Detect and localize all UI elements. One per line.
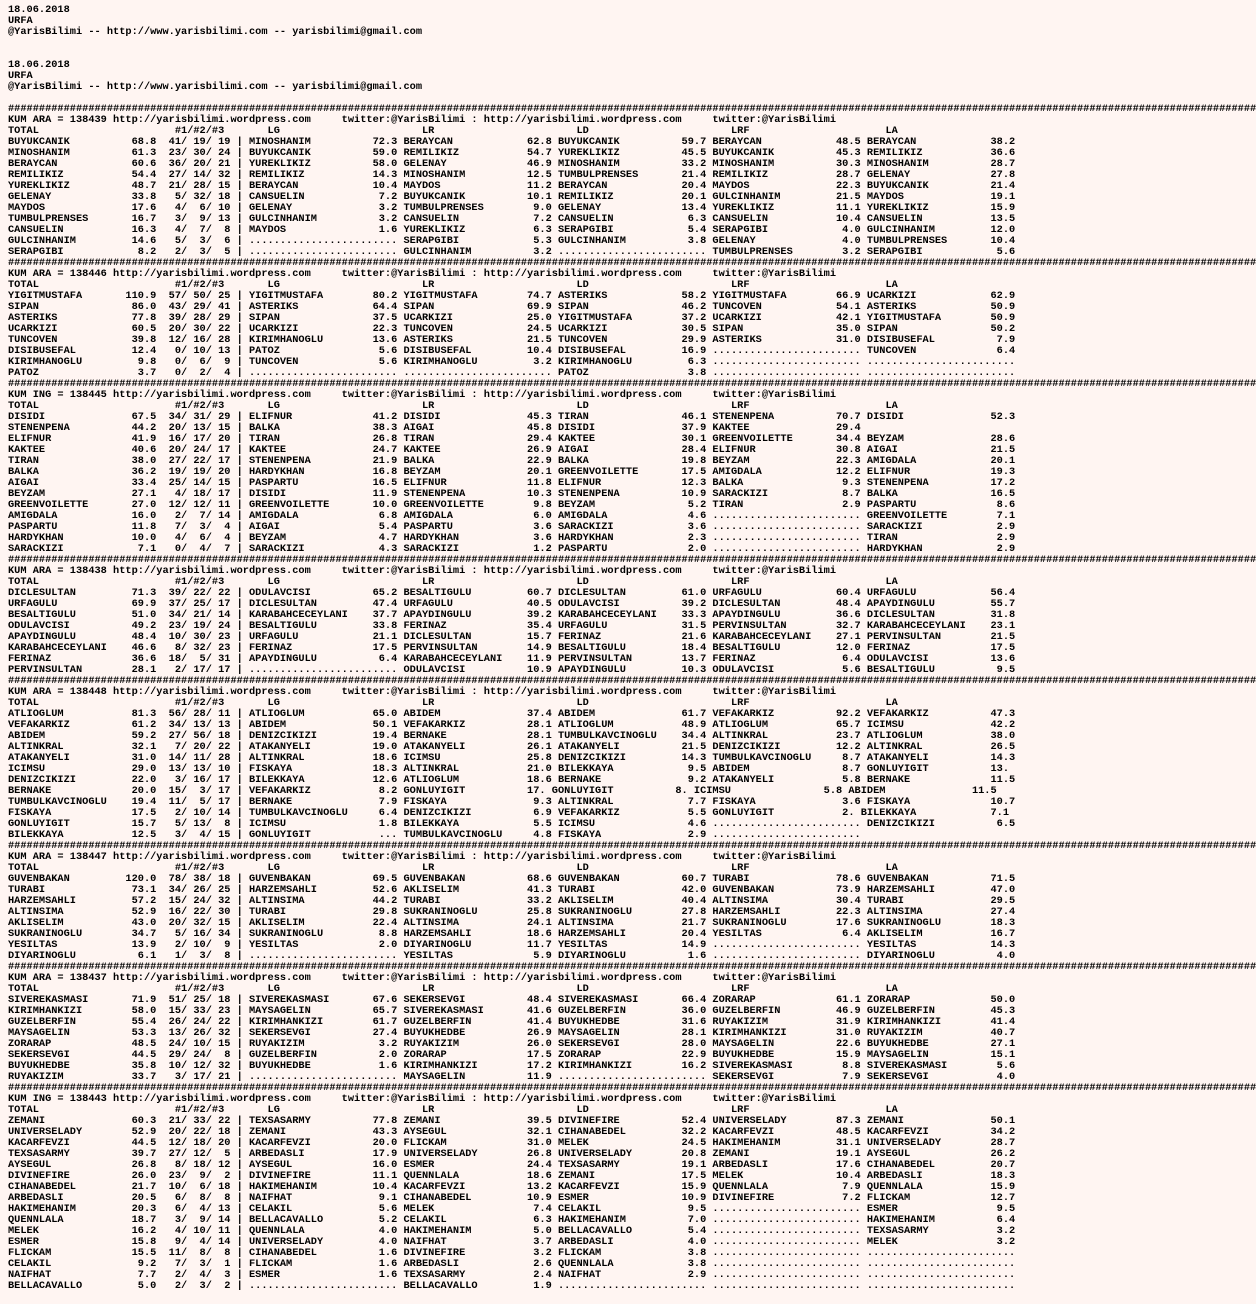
document-line: NAIFHAT 7.7 2/ 4/ 3 | ESMER 1.6 TEXSASARMY 2.4 NAIFHAT 2.9 ........................ ........................: [8, 1269, 1016, 1281]
document-line: PATOZ 3.7 0/ 2/ 4 | ........................ ........................ PATOZ 3.8 ........................ ........................: [8, 367, 1016, 379]
document-line: AKLISELIM 43.0 20/ 32/ 15 | AKLISELIM 22.4 ALTINSIMA 24.1 ALTINSIMA 21.7 SUKRANINOGLU 17.6 SUKRANINOGLU 18.3: [8, 917, 1016, 929]
document-line: QUENNLALA 18.7 3/ 9/ 14 | BELLACAVALLO 5.2 CELAKIL 6.3 HAKIMEHANIM 7.0 ........................ HAKIMEHANIM 6.4: [8, 1214, 1016, 1226]
document-line: KUM ING = 138445 http://yarisbilimi.wordpress.com twitter:@YarisBilimi : http://yarisbilimi.wordpress.com twitter:@YarisBilimi: [8, 389, 837, 401]
document-line: TIRAN 38.0 27/ 22/ 17 | STENENPENA 21.9 BALKA 22.9 BALKA 19.8 BEYZAM 22.3 AMIGDALA 20.1: [8, 455, 1016, 467]
document-line: KUM ING = 138443 http://yarisbilimi.wordpress.com twitter:@YarisBilimi : http://yarisbilimi.wordpress.com twitter:@YarisBilimi: [8, 1093, 837, 1105]
document-line: BELLACAVALLO 5.0 2/ 3/ 2 | ........................ BELLACAVALLO 1.9 ........................ ........................ ........................: [8, 1280, 1016, 1292]
document-line: ESMER 15.8 9/ 4/ 14 | UNIVERSELADY 4.0 NAIFHAT 3.7 ARBEDASLI 4.0 ........................ MELEK 3.2: [8, 1236, 1016, 1248]
document-line: DISIBUSEFAL 12.4 0/ 10/ 13 | PATOZ 5.6 DISIBUSEFAL 10.4 DISIBUSEFAL 16.9 ........................ TUNCOVEN 6.4: [8, 345, 1016, 357]
document-line: ODULAVCISI 49.2 23/ 19/ 24 | BESALTIGULU 33.8 FERINAZ 35.4 URFAGULU 31.5 PERVINSULTAN 32.7 KARABAHCECEYLANI 23.1: [8, 620, 1016, 632]
document-line: BERNAKE 20.0 15/ 3/ 17 | VEFAKARKIZ 8.2 GONLUYIGIT 17. GONLUYIGIT 8. ICIMSU 5.8 ABIDEM 11.5: [8, 785, 997, 797]
document-line: BILEKKAYA 12.5 3/ 4/ 15 | GONLUYIGIT ... TUMBULKAVCINOGLU 4.8 FISKAYA 2.9 ........................: [8, 829, 861, 841]
document-line: BUYUKCANIK 68.8 41/ 19/ 19 | MINOSHANIM 72.3 BERAYCAN 62.8 BUYUKCANIK 59.7 BERAYCAN 48.5 BERAYCAN 38.2: [8, 136, 1016, 148]
document-line: GUZELBERFIN 55.4 26/ 24/ 22 | KIRIMHANKIZI 61.7 GUZELBERFIN 41.4 BUYUKHEDBE 31.6 RUYAKIZIM 31.9 KIRIMHANKIZI 41.4: [8, 1016, 1016, 1028]
document-line: GREENVOILETTE 27.0 12/ 12/ 11 | GREENVOILETTE 10.0 GREENVOILETTE 9.8 BEYZAM 5.2 TIRAN 2.9 PASPARTU 8.6: [8, 499, 1016, 511]
document-line: SEKERSEVGI 44.5 29/ 24/ 8 | GUZELBERFIN 2.0 ZORARAP 17.5 ZORARAP 22.9 BUYUKHEDBE 15.9 MAYSAGELIN 15.1: [8, 1049, 1016, 1061]
document-line: KIRIMHANKIZI 58.0 15/ 33/ 23 | MAYSAGELIN 65.7 SIVEREKASMASI 41.6 GUZELBERFIN 36.0 GUZELBERFIN 46.9 GUZELBERFIN 45.3: [8, 1005, 1016, 1017]
document-line: 18.06.2018: [8, 4, 70, 16]
document-line: GONLUYIGIT 15.7 5/ 13/ 8 | ICIMSU 1.8 BILEKKAYA 5.5 ICIMSU 4.6 ........................ DENIZCIKIZI 6.5: [8, 818, 1016, 830]
document-line: UNIVERSELADY 52.9 20/ 22/ 18 | ZEMANI 43.3 AYSEGUL 32.1 CIHANABEDEL 32.2 KACARFEVZI 48.5 KACARFEVZI 34.2: [8, 1126, 1016, 1138]
document-line: AYSEGUL 26.8 8/ 18/ 12 | AYSEGUL 16.0 ESMER 24.4 TEXSASARMY 19.1 ARBEDASLI 17.6 CIHANABEDEL 20.7: [8, 1159, 1016, 1171]
document-line: MAYSAGELIN 53.3 13/ 26/ 32 | SEKERSEVGI 27.4 BUYUKHEDBE 26.9 MAYSAGELIN 28.1 KIRIMHANKIZI 31.0 RUYAKIZIM 40.7: [8, 1027, 1016, 1039]
document-line: SIVEREKASMASI 71.9 51/ 25/ 18 | SIVEREKASMASI 67.6 SEKERSEVGI 48.4 SIVEREKASMASI 66.4 ZORARAP 61.1 ZORARAP 50.0: [8, 994, 1016, 1006]
document-line: TOTAL #1/#2/#3 LG LR LD LRF LA: [8, 983, 898, 995]
document-line: AMIGDALA 16.0 2/ 7/ 14 | AMIGDALA 6.8 AMIGDALA 6.0 AMIGDALA 4.6 ........................ GREENVOILETTE 7.1: [8, 510, 1016, 522]
document-line: ATLIOGLUM 81.3 56/ 28/ 11 | ATLIOGLUM 65.0 ABIDEM 37.4 ABIDEM 61.7 VEFAKARKIZ 92.2 VEFAKARKIZ 47.3: [8, 708, 1016, 720]
document-line: PASPARTU 11.8 7/ 3/ 4 | AIGAI 5.4 PASPARTU 3.6 SARACKIZI 3.6 ........................ SARACKIZI 2.9: [8, 521, 1016, 533]
document-line: ZEMANI 60.3 21/ 33/ 22 | TEXSASARMY 77.8 ZEMANI 39.5 DIVINEFIRE 52.4 UNIVERSELADY 87.3 ZEMANI 50.1: [8, 1115, 1016, 1127]
document-line: GUVENBAKAN 120.0 78/ 38/ 18 | GUVENBAKAN 69.5 GUVENBAKAN 68.6 GUVENBAKAN 60.7 TURABI 78.6 GUVENBAKAN 71.5: [8, 873, 1016, 885]
document-line: ICIMSU 29.0 13/ 13/ 10 | FISKAYA 18.3 ALTINKRAL 21.0 BILEKKAYA 9.5 ABIDEM 8.7 GONLUYIGIT 13.: [8, 763, 1010, 775]
document-line: AIGAI 33.4 25/ 14/ 15 | PASPARTU 16.5 ELIFNUR 11.8 ELIFNUR 12.3 BALKA 9.3 STENENPENA 17.2: [8, 477, 1016, 489]
document-line: STENENPENA 44.2 20/ 13/ 15 | BALKA 38.3 AIGAI 45.8 DISIDI 37.9 KAKTEE 29.4: [8, 422, 861, 434]
document-line: [8, 38, 1070, 49]
document-line: SIPAN 86.0 43/ 29/ 41 | ASTERIKS 64.4 SIPAN 69.9 SIPAN 46.2 TUNCOVEN 54.1 ASTERIKS 50.9: [8, 301, 1016, 313]
document-line: ASTERIKS 77.8 39/ 28/ 29 | SIPAN 37.5 UCARKIZI 25.0 YIGITMUSTAFA 37.2 UCARKIZI 42.1 YIGITMUSTAFA 50.9: [8, 312, 1016, 324]
document-line: KUM ARA = 138446 http://yarisbilimi.wordpress.com twitter:@YarisBilimi : http://yarisbilimi.wordpress.com twitter:@YarisBilimi: [8, 268, 837, 280]
document-line: ARBEDASLI 20.5 6/ 8/ 8 | NAIFHAT 9.1 CIHANABEDEL 10.9 ESMER 10.9 DIVINEFIRE 7.2 FLICKAM 12.7: [8, 1192, 1016, 1204]
document-line: DIYARINOGLU 6.1 1/ 3/ 8 | ........................ YESILTAS 5.9 DIYARINOGLU 1.6 ........................ DIYARINOGLU 4.0: [8, 950, 1016, 962]
document-line: BEYZAM 27.1 4/ 18/ 17 | DISIDI 11.9 STENENPENA 10.3 STENENPENA 10.9 SARACKIZI 8.7 BALKA 16.5: [8, 488, 1016, 500]
document-line: RUYAKIZIM 33.7 3/ 17/ 21 | ........................ MAYSAGELIN 11.9 ........................ SEKERSEVGI 7.9 SEKERSEVGI 4.0: [8, 1071, 1016, 1083]
document-line: CELAKIL 9.2 7/ 3/ 1 | FLICKAM 1.6 ARBEDASLI 2.6 QUENNLALA 3.8 ........................ ........................: [8, 1258, 1016, 1270]
document-line: MELEK 16.2 4/ 10/ 11 | QUENNLALA 4.0 HAKIMEHANIM 5.0 BELLACAVALLO 5.4 ........................ TEXSASARMY 3.2: [8, 1225, 1016, 1237]
document-line: HAKIMEHANIM 20.3 6/ 4/ 13 | CELAKIL 5.6 MELEK 7.4 CELAKIL 9.5 ........................ ESMER 9.5: [8, 1203, 1016, 1215]
document-line: FERINAZ 36.6 18/ 5/ 31 | APAYDINGULU 6.4 KARABAHCECEYLANI 11.9 PERVINSULTAN 13.7 FERINAZ 6.4 ODULAVCISI 13.6: [8, 653, 1016, 665]
document-line: TUMBULPRENSES 16.7 3/ 9/ 13 | GULCINHANIM 3.2 CANSUELIN 7.2 CANSUELIN 6.3 CANSUELIN 10.4 CANSUELIN 13.5: [8, 213, 1016, 225]
document-line: ZORARAP 48.5 24/ 10/ 15 | RUYAKIZIM 3.2 RUYAKIZIM 26.0 SEKERSEVGI 28.0 MAYSAGELIN 22.6 BUYUKHEDBE 27.1: [8, 1038, 1016, 1050]
document-line: @YarisBilimi -- http://www.yarisbilimi.com -- yarisbilimi@gmail.com: [8, 81, 423, 93]
document-line: ##########################################################################################################################################################################################################: [8, 554, 1256, 566]
document-line: APAYDINGULU 48.4 10/ 30/ 23 | URFAGULU 21.1 DICLESULTAN 15.7 FERINAZ 21.6 KARABAHCECEYLANI 27.1 PERVINSULTAN 21.5: [8, 631, 1016, 643]
document-line: [8, 49, 1070, 60]
document-line: URFAGULU 69.9 37/ 25/ 17 | DICLESULTAN 47.4 URFAGULU 40.5 ODULAVCISI 39.2 DICLESULTAN 48.4 APAYDINGULU 55.7: [8, 598, 1016, 610]
race-report-document: [8, 4, 1256, 1292]
document-line: ##########################################################################################################################################################################################################: [8, 1082, 1256, 1094]
document-line: KAKTEE 40.6 20/ 24/ 17 | KAKTEE 24.7 KAKTEE 26.9 AIGAI 28.4 ELIFNUR 30.8 AIGAI 21.5: [8, 444, 1016, 456]
document-line: 18.06.2018: [8, 59, 70, 71]
document-line: ALTINKRAL 32.1 7/ 20/ 22 | ATAKANYELI 19.0 ATAKANYELI 26.1 ATAKANYELI 21.5 DENIZCIKIZI 12.2 ALTINKRAL 26.5: [8, 741, 1016, 753]
document-line: REMILIKIZ 54.4 27/ 14/ 32 | REMILIKIZ 14.3 MINOSHANIM 12.5 TUMBULPRENSES 21.4 REMILIKIZ 28.7 GELENAY 27.8: [8, 169, 1016, 181]
document-line: SARACKIZI 7.1 0/ 4/ 7 | SARACKIZI 4.3 SARACKIZI 1.2 PASPARTU 2.0 ........................ HARDYKHAN 2.9: [8, 543, 1016, 555]
document-line: BESALTIGULU 51.0 34/ 21/ 14 | KARABAHCECEYLANI 37.7 APAYDINGULU 39.2 KARABAHCECEYLANI 33.3 APAYDINGULU 36.6 DICLESULTAN 31.8: [8, 609, 1016, 621]
document-line: TURABI 73.1 34/ 26/ 25 | HARZEMSAHLI 52.6 AKLISELIM 41.3 TURABI 42.0 GUVENBAKAN 73.9 HARZEMSAHLI 47.0: [8, 884, 1016, 896]
document-line: @YarisBilimi -- http://www.yarisbilimi.com -- yarisbilimi@gmail.com: [8, 26, 423, 38]
document-line: GULCINHANIM 14.6 5/ 3/ 6 | ........................ SERAPGIBI 5.3 GULCINHANIM 3.8 GELENAY 4.0 TUMBULPRENSES 10.4: [8, 235, 1016, 247]
document-line: TOTAL #1/#2/#3 LG LR LD LRF LA: [8, 576, 898, 588]
document-line: URFA: [8, 15, 33, 27]
document-line: TOTAL #1/#2/#3 LG LR LD LRF LA: [8, 862, 898, 874]
document-line: TOTAL #1/#2/#3 LG LR LD LRF LA: [8, 1104, 898, 1116]
document-line: CANSUELIN 16.3 4/ 7/ 8 | MAYDOS 1.6 YUREKLIKIZ 6.3 SERAPGIBI 5.4 SERAPGIBI 4.0 GULCINHANIM 12.0: [8, 224, 1016, 236]
document-line: HARZEMSAHLI 57.2 15/ 24/ 32 | ALTINSIMA 44.2 TURABI 33.2 AKLISELIM 40.4 ALTINSIMA 30.4 TURABI 29.5: [8, 895, 1016, 907]
document-line: KUM ARA = 138438 http://yarisbilimi.wordpress.com twitter:@YarisBilimi : http://yarisbilimi.wordpress.com twitter:@YarisBilimi: [8, 565, 837, 577]
document-line: ATAKANYELI 31.0 14/ 11/ 28 | ALTINKRAL 18.6 ICIMSU 25.8 DENIZCIKIZI 14.3 TUMBULKAVCINOGLU 8.7 ATAKANYELI 14.3: [8, 752, 1016, 764]
document-line: ##########################################################################################################################################################################################################: [8, 257, 1256, 269]
document-line: KUM ARA = 138448 http://yarisbilimi.wordpress.com twitter:@YarisBilimi : http://yarisbilimi.wordpress.com twitter:@YarisBilimi: [8, 686, 837, 698]
document-line: YESILTAS 13.9 2/ 10/ 9 | YESILTAS 2.0 DIYARINOGLU 11.7 YESILTAS 14.9 ........................ YESILTAS 14.3: [8, 939, 1016, 951]
document-line: YIGITMUSTAFA 110.9 57/ 50/ 25 | YIGITMUSTAFA 80.2 YIGITMUSTAFA 74.7 ASTERIKS 58.2 YIGITMUSTAFA 66.9 UCARKIZI 62.9: [8, 290, 1016, 302]
document-line: BALKA 36.2 19/ 19/ 20 | HARDYKHAN 16.8 BEYZAM 20.1 GREENVOILETTE 17.5 AMIGDALA 12.2 ELIFNUR 19.3: [8, 466, 1016, 478]
document-line: TOTAL #1/#2/#3 LG LR LD LRF LA: [8, 125, 898, 137]
document-line: ##########################################################################################################################################################################################################: [8, 378, 1256, 390]
document-line: DISIDI 67.5 34/ 31/ 29 | ELIFNUR 41.2 DISIDI 45.3 TIRAN 46.1 STENENPENA 70.7 DISIDI 52.3: [8, 411, 1016, 423]
document-line: FISKAYA 17.5 2/ 10/ 14 | TUMBULKAVCINOGLU 6.4 DENIZCIKIZI 6.9 VEFAKARKIZ 5.5 GONLUYIGIT 2. BILEKKAYA 7.1: [8, 807, 1010, 819]
document-line: DIVINEFIRE 26.0 23/ 9/ 2 | DIVINEFIRE 11.1 QUENNLALA 18.6 ZEMANI 17.5 MELEK 10.4 ARBEDASLI 18.3: [8, 1170, 1016, 1182]
document-line: MAYDOS 17.6 4/ 6/ 10 | GELENAY 3.2 TUMBULPRENSES 9.0 GELENAY 13.4 YUREKLIKIZ 11.1 YUREKLIKIZ 15.9: [8, 202, 1016, 214]
document-line: KUM ARA = 138437 http://yarisbilimi.wordpress.com twitter:@YarisBilimi : http://yarisbilimi.wordpress.com twitter:@YarisBilimi: [8, 972, 837, 984]
document-line: HARDYKHAN 10.0 4/ 6/ 4 | BEYZAM 4.7 HARDYKHAN 3.6 HARDYKHAN 2.3 ........................ TIRAN 2.9: [8, 532, 1016, 544]
document-line: TUNCOVEN 39.8 12/ 16/ 28 | KIRIMHANOGLU 13.6 ASTERIKS 21.5 TUNCOVEN 29.9 ASTERIKS 31.0 DISIBUSEFAL 7.9: [8, 334, 1016, 346]
document-line: TUMBULKAVCINOGLU 19.4 11/ 5/ 17 | BERNAKE 7.9 FISKAYA 9.3 ALTINKRAL 7.7 FISKAYA 3.6 FISKAYA 10.7: [8, 796, 1016, 808]
document-line: URFA: [8, 70, 33, 82]
document-line: KUM ARA = 138447 http://yarisbilimi.wordpress.com twitter:@YarisBilimi : http://yarisbilimi.wordpress.com twitter:@YarisBilimi: [8, 851, 837, 863]
document-line: BUYUKHEDBE 35.8 10/ 12/ 32 | BUYUKHEDBE 1.6 KIRIMHANKIZI 17.2 KIRIMHANKIZI 16.2 SIVEREKASMASI 8.8 SIVEREKASMASI 5.6: [8, 1060, 1016, 1072]
document-line: ABIDEM 59.2 27/ 56/ 18 | DENIZCIKIZI 19.4 BERNAKE 28.1 TUMBULKAVCINOGLU 34.4 ALTINKRAL 23.7 ATLIOGLUM 38.0: [8, 730, 1016, 742]
document-line: DICLESULTAN 71.3 39/ 22/ 22 | ODULAVCISI 65.2 BESALTIGULU 60.7 DICLESULTAN 61.0 URFAGULU 60.4 URFAGULU 56.4: [8, 587, 1016, 599]
document-line: KACARFEVZI 44.5 12/ 18/ 20 | KACARFEVZI 20.0 FLICKAM 31.0 MELEK 24.5 HAKIMEHANIM 31.1 UNIVERSELADY 28.7: [8, 1137, 1016, 1149]
document-line: ##########################################################################################################################################################################################################: [8, 675, 1256, 687]
document-line: CIHANABEDEL 21.7 10/ 6/ 18 | HAKIMEHANIM 10.4 KACARFEVZI 13.2 KACARFEVZI 15.9 QUENNLALA 7.9 QUENNLALA 15.9: [8, 1181, 1016, 1193]
document-line: YUREKLIKIZ 48.7 21/ 28/ 15 | BERAYCAN 10.4 MAYDOS 11.2 BERAYCAN 20.4 MAYDOS 22.3 BUYUKCANIK 21.4: [8, 180, 1016, 192]
document-line: TOTAL #1/#2/#3 LG LR LD LRF LA: [8, 697, 898, 709]
document-line: ##########################################################################################################################################################################################################: [8, 840, 1256, 852]
document-line: ALTINSIMA 52.9 16/ 22/ 30 | TURABI 29.8 SUKRANINOGLU 25.8 SUKRANINOGLU 27.8 HARZEMSAHLI 22.3 ALTINSIMA 27.4: [8, 906, 1016, 918]
document-line: TOTAL #1/#2/#3 LG LR LD LRF LA: [8, 400, 898, 412]
document-line: TOTAL #1/#2/#3 LG LR LD LRF LA: [8, 279, 898, 291]
document-line: ##########################################################################################################################################################################################################: [8, 103, 1256, 115]
document-line: KARABAHCECEYLANI 46.6 8/ 32/ 23 | FERINAZ 17.5 PERVINSULTAN 14.9 BESALTIGULU 18.4 BESALTIGULU 12.0 FERINAZ 17.5: [8, 642, 1016, 654]
document-line: FLICKAM 15.5 11/ 8/ 8 | CIHANABEDEL 1.6 DIVINEFIRE 3.2 FLICKAM 3.8 ........................ ........................: [8, 1247, 1016, 1259]
document-line: KUM ARA = 138439 http://yarisbilimi.wordpress.com twitter:@YarisBilimi : http://yarisbilimi.wordpress.com twitter:@YarisBilimi: [8, 114, 837, 126]
document-line: TEXSASARMY 39.7 27/ 12/ 5 | ARBEDASLI 17.9 UNIVERSELADY 26.8 UNIVERSELADY 20.8 ZEMANI 19.1 AYSEGUL 26.2: [8, 1148, 1016, 1160]
document-line: KIRIMHANOGLU 9.8 0/ 6/ 9 | TUNCOVEN 5.6 KIRIMHANOGLU 3.2 KIRIMHANOGLU 6.3 ........................ ........................: [8, 356, 1016, 368]
document-line: PERVINSULTAN 28.1 2/ 17/ 17 | ........................ ODULAVCISI 10.9 APAYDINGULU 10.3 ODULAVCISI 5.6 BESALTIGULU 9.5: [8, 664, 1016, 676]
document-line: GELENAY 33.8 5/ 32/ 18 | CANSUELIN 7.2 BUYUKCANIK 10.1 REMILIKIZ 20.1 GULCINHANIM 21.5 MAYDOS 19.1: [8, 191, 1016, 203]
document-line: ELIFNUR 41.9 16/ 17/ 20 | TIRAN 26.8 TIRAN 29.4 KAKTEE 30.1 GREENVOILETTE 34.4 BEYZAM 28.6: [8, 433, 1016, 445]
document-line: BERAYCAN 60.6 36/ 20/ 21 | YUREKLIKIZ 58.0 GELENAY 46.9 MINOSHANIM 33.2 MINOSHANIM 30.3 MINOSHANIM 28.7: [8, 158, 1016, 170]
document-line: DENIZCIKIZI 22.0 3/ 16/ 17 | BILEKKAYA 12.6 ATLIOGLUM 18.6 BERNAKE 9.2 ATAKANYELI 5.8 BERNAKE 11.5: [8, 774, 1016, 786]
document-line: UCARKIZI 60.5 20/ 30/ 22 | UCARKIZI 22.3 TUNCOVEN 24.5 UCARKIZI 30.5 SIPAN 35.0 SIPAN 50.2: [8, 323, 1016, 335]
document-line: SUKRANINOGLU 34.7 5/ 16/ 34 | SUKRANINOGLU 8.8 HARZEMSAHLI 18.6 HARZEMSAHLI 20.4 YESILTAS 6.4 AKLISELIM 16.7: [8, 928, 1016, 940]
document-line: SERAPGIBI 8.2 2/ 3/ 5 | ........................ GULCINHANIM 3.2 ........................ TUMBULPRENSES 3.2 SERAPGIBI 5.6: [8, 246, 1016, 258]
document-line: ##########################################################################################################################################################################################################: [8, 961, 1256, 973]
document-line: VEFAKARKIZ 61.2 34/ 13/ 13 | ABIDEM 50.1 VEFAKARKIZ 28.1 ATLIOGLUM 48.9 ATLIOGLUM 65.7 ICIMSU 42.2: [8, 719, 1016, 731]
document-line: MINOSHANIM 61.3 23/ 30/ 24 | BUYUKCANIK 59.0 REMILIKIZ 54.7 YUREKLIKIZ 45.5 BUYUKCANIK 45.3 REMILIKIZ 36.6: [8, 147, 1016, 159]
